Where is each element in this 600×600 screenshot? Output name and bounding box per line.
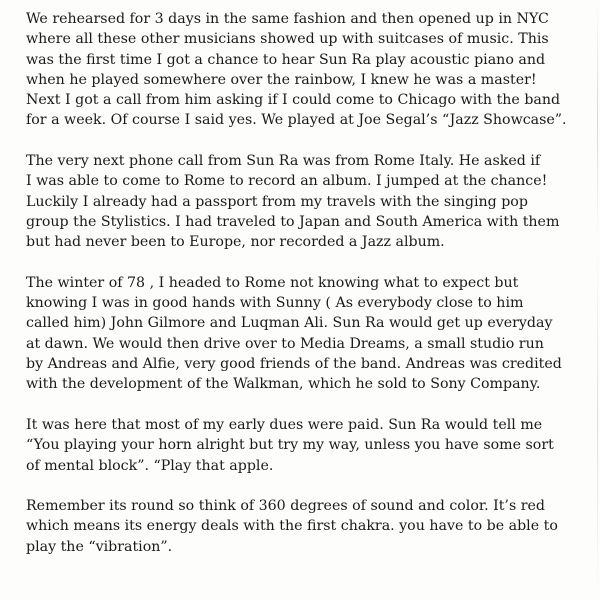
text-line: Remember its round so think of 360 degrees of sound and color. It’s red	[26, 498, 545, 515]
text-line: which means its energy deals with the first chakra. you have to be able to	[26, 518, 558, 535]
body-text	[26, 9, 592, 577]
page-edge-shadow	[597, 0, 598, 600]
text-line: by Andreas and Alfie, very good friends of the band. Andreas was credited	[26, 356, 562, 373]
text-line: group the Stylistics. I had traveled to Japan and South America with them	[26, 213, 560, 230]
text-line: I was able to come to Rome to record an album. I jumped at the chance!	[26, 173, 548, 190]
paragraph-5	[26, 496, 592, 557]
text-line: “You playing your horn alright but try my way, unless you have some sort	[26, 437, 554, 454]
text-line: for a week. Of course I said yes. We played at Joe Segal’s “Jazz Showcase”.	[26, 112, 567, 129]
text-line: with the development of the Walkman, which he sold to Sony Company.	[26, 376, 541, 393]
text-line: play the “vibration”.	[26, 538, 173, 555]
text-line: knowing I was in good hands with Sunny ( As everybody close to him	[26, 295, 524, 312]
paragraph-1	[26, 9, 592, 131]
paragraph-4	[26, 415, 592, 476]
paragraph-2	[26, 151, 592, 252]
text-line: was the first time I got a chance to hear Sun Ra play acoustic piano and	[26, 51, 546, 68]
text-line: Next I got a call from him asking if I could come to Chicago with the band	[26, 92, 561, 109]
text-line: The very next phone call from Sun Ra was from Rome Italy. He asked if	[26, 153, 541, 170]
text-line: Luckily I already had a passport from my travels with the singing pop	[26, 193, 528, 210]
text-line: when he played somewhere over the rainbow, I knew he was a master!	[26, 71, 537, 88]
paragraph-3	[26, 273, 592, 395]
text-line: We rehearsed for 3 days in the same fashion and then opened up in NYC	[26, 11, 549, 27]
text-line: but had never been to Europe, nor recorded a Jazz album.	[26, 234, 445, 251]
text-line: at dawn. We would then drive over to Media Dreams, a small studio run	[26, 335, 544, 352]
text-line: The winter of 78 , I headed to Rome not knowing what to expect but	[26, 274, 519, 291]
text-line: of mental block”. “Play that apple.	[26, 457, 274, 474]
text-line: It was here that most of my early dues were paid. Sun Ra would tell me	[26, 416, 543, 433]
text-line: called him) John Gilmore and Luqman Ali. Sun Ra would get up everyday	[26, 315, 553, 332]
text-line: where all these other musicians showed up with suitcases of music. This	[26, 31, 549, 48]
